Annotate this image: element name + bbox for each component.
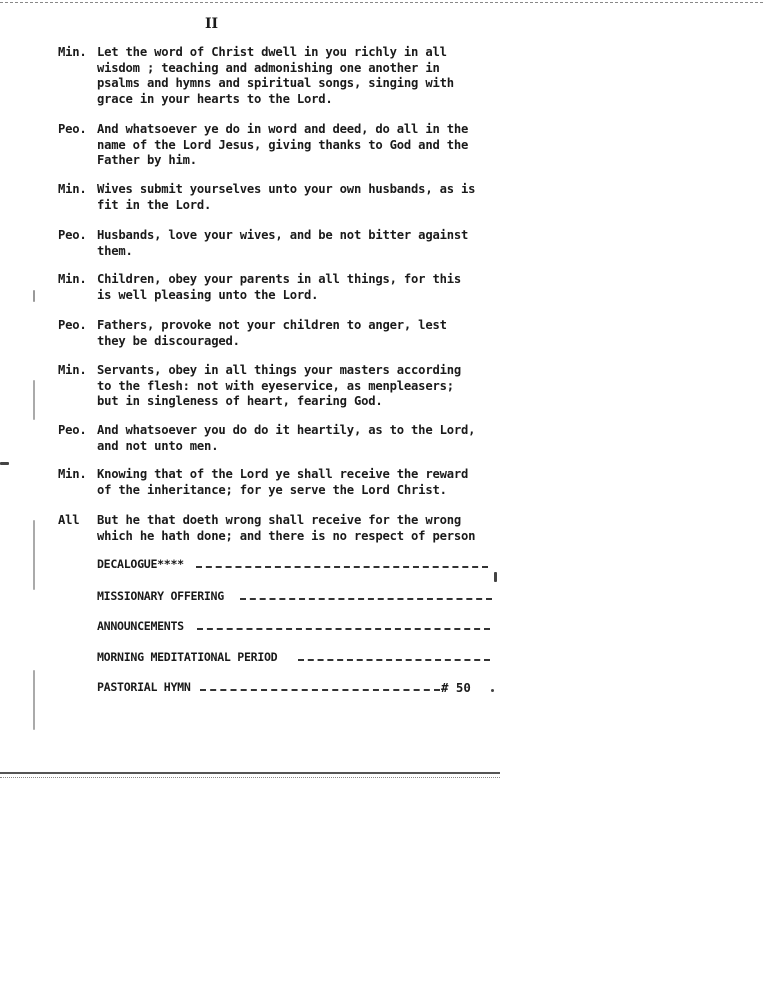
reading-speaker: Peo. — [58, 228, 87, 242]
page-number: II — [205, 16, 219, 32]
reading-speaker: Min. — [58, 272, 87, 286]
dotted-leader — [196, 566, 488, 568]
reading-entry — [58, 318, 503, 349]
dotted-leader — [200, 689, 440, 691]
reading-speaker: Peo. — [58, 122, 87, 136]
reading-entry — [58, 182, 503, 213]
reading-speaker: Min. — [58, 467, 87, 481]
reading-text: But he that doeth wrong shall receive for the wrong which he hath done; and there is no respect of person — [97, 513, 476, 543]
dotted-leader — [298, 659, 490, 661]
order-item-morning-meditational-period — [97, 650, 277, 664]
bottom-rule — [0, 777, 500, 778]
reading-speaker: Min. — [58, 363, 87, 377]
hymn-number: # 50 — [441, 680, 471, 695]
reading-speaker: All — [58, 513, 80, 527]
scan-speck — [33, 670, 35, 730]
reading-entry — [58, 513, 503, 544]
top-rule — [0, 2, 763, 3]
dotted-leader — [197, 628, 490, 630]
order-item-decalogue — [97, 557, 184, 571]
order-item-label: ANNOUNCEMENTS — [97, 619, 184, 633]
reading-entry — [58, 467, 503, 498]
reading-text: Husbands, love your wives, and be not bitter against them. — [97, 228, 469, 258]
reading-text: Servants, obey in all things your masters according to the flesh: not with eyeservice, as menpleasers; but in singleness of heart, fearing God. — [97, 363, 462, 409]
order-item-announcements — [97, 619, 184, 633]
scan-speck — [33, 290, 35, 302]
order-item-pastorial-hymn — [97, 680, 191, 694]
order-item-missionary-offering — [97, 589, 224, 603]
order-item-label: MORNING MEDITATIONAL PERIOD — [97, 650, 278, 664]
reading-entry — [58, 45, 503, 107]
reading-speaker: Min. — [58, 45, 87, 59]
reading-text: And whatsoever you do do it heartily, as to the Lord, and not unto men. — [97, 423, 476, 453]
reading-text: Let the word of Christ dwell in you richly in all wisdom ; teaching and admonishing one another in psalms and hymns and spiritual songs, singing with grace in your hearts to the Lord. — [97, 45, 454, 106]
reading-text: Wives submit yourselves unto your own husbands, as is fit in the Lord. — [97, 182, 476, 212]
order-item-label: DECALOGUE**** — [97, 557, 184, 571]
scan-speck — [33, 380, 35, 420]
reading-text: Children, obey your parents in all things, for this is well pleasing unto the Lord. — [97, 272, 462, 302]
dotted-leader — [240, 598, 492, 600]
reading-text: Fathers, provoke not your children to anger, lest they be discouraged. — [97, 318, 447, 348]
scan-speck — [491, 689, 494, 692]
reading-entry — [58, 272, 503, 303]
reading-text: And whatsoever ye do in word and deed, do all in the name of the Lord Jesus, giving thanks to God and the Father by him. — [97, 122, 469, 168]
order-item-label: MISSIONARY OFFERING — [97, 589, 224, 603]
reading-entry — [58, 122, 503, 169]
scan-speck — [494, 572, 497, 582]
reading-entry — [58, 228, 503, 259]
reading-speaker: Peo. — [58, 318, 87, 332]
scan-speck — [0, 462, 9, 465]
reading-speaker: Peo. — [58, 423, 87, 437]
reading-text: Knowing that of the Lord ye shall receive the reward of the inheritance; for ye serve the Lord Christ. — [97, 467, 469, 497]
order-item-label: PASTORIAL HYMN — [97, 680, 191, 694]
reading-speaker: Min. — [58, 182, 87, 196]
scan-speck — [33, 520, 35, 590]
reading-entry — [58, 363, 503, 410]
reading-entry — [58, 423, 503, 454]
bottom-rule — [0, 772, 500, 774]
